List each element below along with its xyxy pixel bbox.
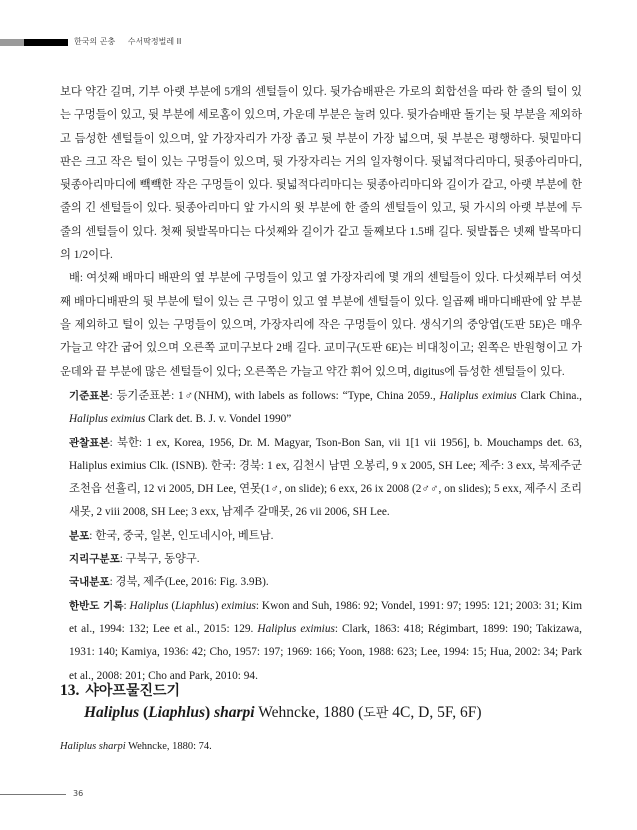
- type-specimen-label: 기준표본: [69, 390, 110, 402]
- korean-records-label: 한반도 기록: [69, 599, 124, 612]
- species-heading: [60, 680, 600, 725]
- page-number: 36: [73, 789, 84, 798]
- distribution-entry: 분포: 한국, 중국, 일본, 인도네시아, 베트남.: [69, 529, 274, 542]
- header-bar-gray: [0, 39, 24, 46]
- epithet: sharpi: [214, 704, 255, 721]
- running-header: [0, 36, 637, 48]
- domestic-distribution-entry: 국내분포: 경북, 제주(Lee, 2016: Fig. 3.9B).: [69, 576, 269, 589]
- header-text: [74, 36, 181, 47]
- zoogeography-label: 지리구분포: [69, 553, 120, 566]
- subgenus: Liaphlus: [148, 704, 206, 721]
- species-korean-name: 샤아프물진드기: [85, 683, 181, 699]
- type-specimen-entry: 기준표본: 등기준표본: 1♂(NHM), with labels as follows: “Type, China 2059., Haliplus eximius Clark China., Haliplus eximius Clark det. B. J. v. Vondel 1990”: [69, 390, 583, 426]
- plates-list: 4C, D, 5F, 6F: [392, 704, 477, 721]
- abdomen-paragraph: 배: 여섯째 배마디 배판의 옆 부분에 구멍들이 있고 옆 가장자리에 몇 개의 센털들이 있다. 다섯째부터 여섯째 배마디배판의 뒷 부분에 털이 있는 큰 구멍이 있고 옆 부분에 센털들이 있다. 일곱째 배마디배판에 앞 부분을 제외하고 털이 있는 구멍들이 있으며, 가장자리에 작은 구멍들이 있다. 생식기의 중앙엽(도판 5E)은 매우 가늘고 약간 굽어 있으며 오른쪽 교미구보다 2배 길다. 교미구(도판 6E)는 비대칭이고; 왼쪽은 반원형이고 가운데와 끝 부분에 많은 센털들이 있다; 오른쪽은 가늘고 약간 휘어 있으며, digitus에 듬성한 센털들이 있다.: [60, 272, 582, 378]
- domestic-label: 국내분포: [69, 576, 110, 589]
- header-bar-black: [24, 39, 68, 46]
- volume-title: 수서딱정벌레 II: [127, 37, 182, 46]
- korean-records-entry: 한반도 기록: Haliplus (Liaphlus) eximius: Kwon and Suh, 1986: 92; Vondel, 1991: 97; 1995: 121; 2003: 31; Kim et al., 1994: 132; Lee et al., 2015: 129. Haliplus eximius: Clark, 1863: 418; Régimbart, 1899: 190; Takizawa, 1931: 140; Kamiya, 1936: 42; Cho, 1957: 197; 1969: 166; Yoon, 1988: 623; Lee, 1994: 15; Hua, 2002: 34; Park et al., 2008: 201; Cho and Park, 2010: 94.: [69, 599, 582, 682]
- author-year: Wehncke, 1880: [258, 704, 355, 721]
- synonymy-line: Haliplus sharpi Wehncke, 1880: 74.: [60, 741, 212, 752]
- zoogeography-entry: 지리구분포: 구북구, 동양구.: [69, 553, 200, 566]
- plates-label: 도판: [363, 706, 389, 721]
- examined-specimens-entry: 관찰표본: 북한: 1 ex, Korea, 1956, Dr. M. Magyar, Tson-Bon San, vii 1[1 vii 1956], b. Mouchamps det. 63, Haliplus eximius Clk. (ISNB). 한국: 경북: 1 ex, 김천시 남면 오봉리, 9 x 2005, SH Lee; 제주: 3 exx, 북제주군 조천읍 선흘리, 12 vi 2005, DH Lee, 연못(1♂, on slide); 6 exx, 26 ix 2008 (2♂♂, on slides); 5 exx, 제주시 조리새못, 2 viii 2008, SH Lee; 3 exx, 남제주 갈매못, 26 vii 2006, SH Lee.: [69, 436, 582, 519]
- examined-label: 관찰표본: [69, 436, 110, 449]
- series-title: 한국의 곤충: [74, 37, 116, 46]
- description-body: [60, 81, 582, 384]
- footer-rule: [0, 794, 66, 795]
- description-paragraph: 보다 약간 길며, 기부 아랫 부분에 5개의 센털들이 있다. 뒷가슴배판은 가로의 회합선을 따라 한 줄의 털이 있는 구멍들이 있고, 뒷 부분에 세로홈이 있으며, 가운데 부분은 눌려 있다. 뒷가슴배판 돌기는 뒷 부분을 제외하고 듬성한 센털들이 있으며, 앞 가장자리가 가장 좁고 뒷 부분이 가장 넓으며, 뒷 부분은 평행하다. 뒷밑마디 판은 크고 작은 털이 있는 구멍들이 있으며, 뒷 가장자리는 거의 일자형이다. 뒷넓적다리마디, 뒷종아리마디, 뒷종아리마디에 빽빽한 작은 구멍들이 있다. 뒷넓적다리마디는 뒷종아리마디와 길이가 같고, 아랫 부분에 한 줄의 긴 센털들이 있다. 뒷종아리마디 앞 가시의 윗 부분에 한 줄의 센털들이 있고, 뒷 가시의 아랫 부분에 두 줄의 센털들이 있다. 첫째 뒷발목마디는 다섯째와 길이가 같고 둘째보다 1.5배 길다. 뒷발톱은 넷째 발목마디의 1/2이다.: [60, 86, 582, 262]
- records-block: [60, 385, 582, 688]
- genus: Haliplus: [84, 704, 140, 721]
- species-title-line: [60, 680, 600, 702]
- distribution-label: 분포: [69, 529, 90, 542]
- species-scientific-name: Haliplus (Liaphlus) sharpi Wehncke, 1880 (도판 4C, D, 5F, 6F): [84, 704, 482, 721]
- species-number: 13.: [60, 682, 80, 699]
